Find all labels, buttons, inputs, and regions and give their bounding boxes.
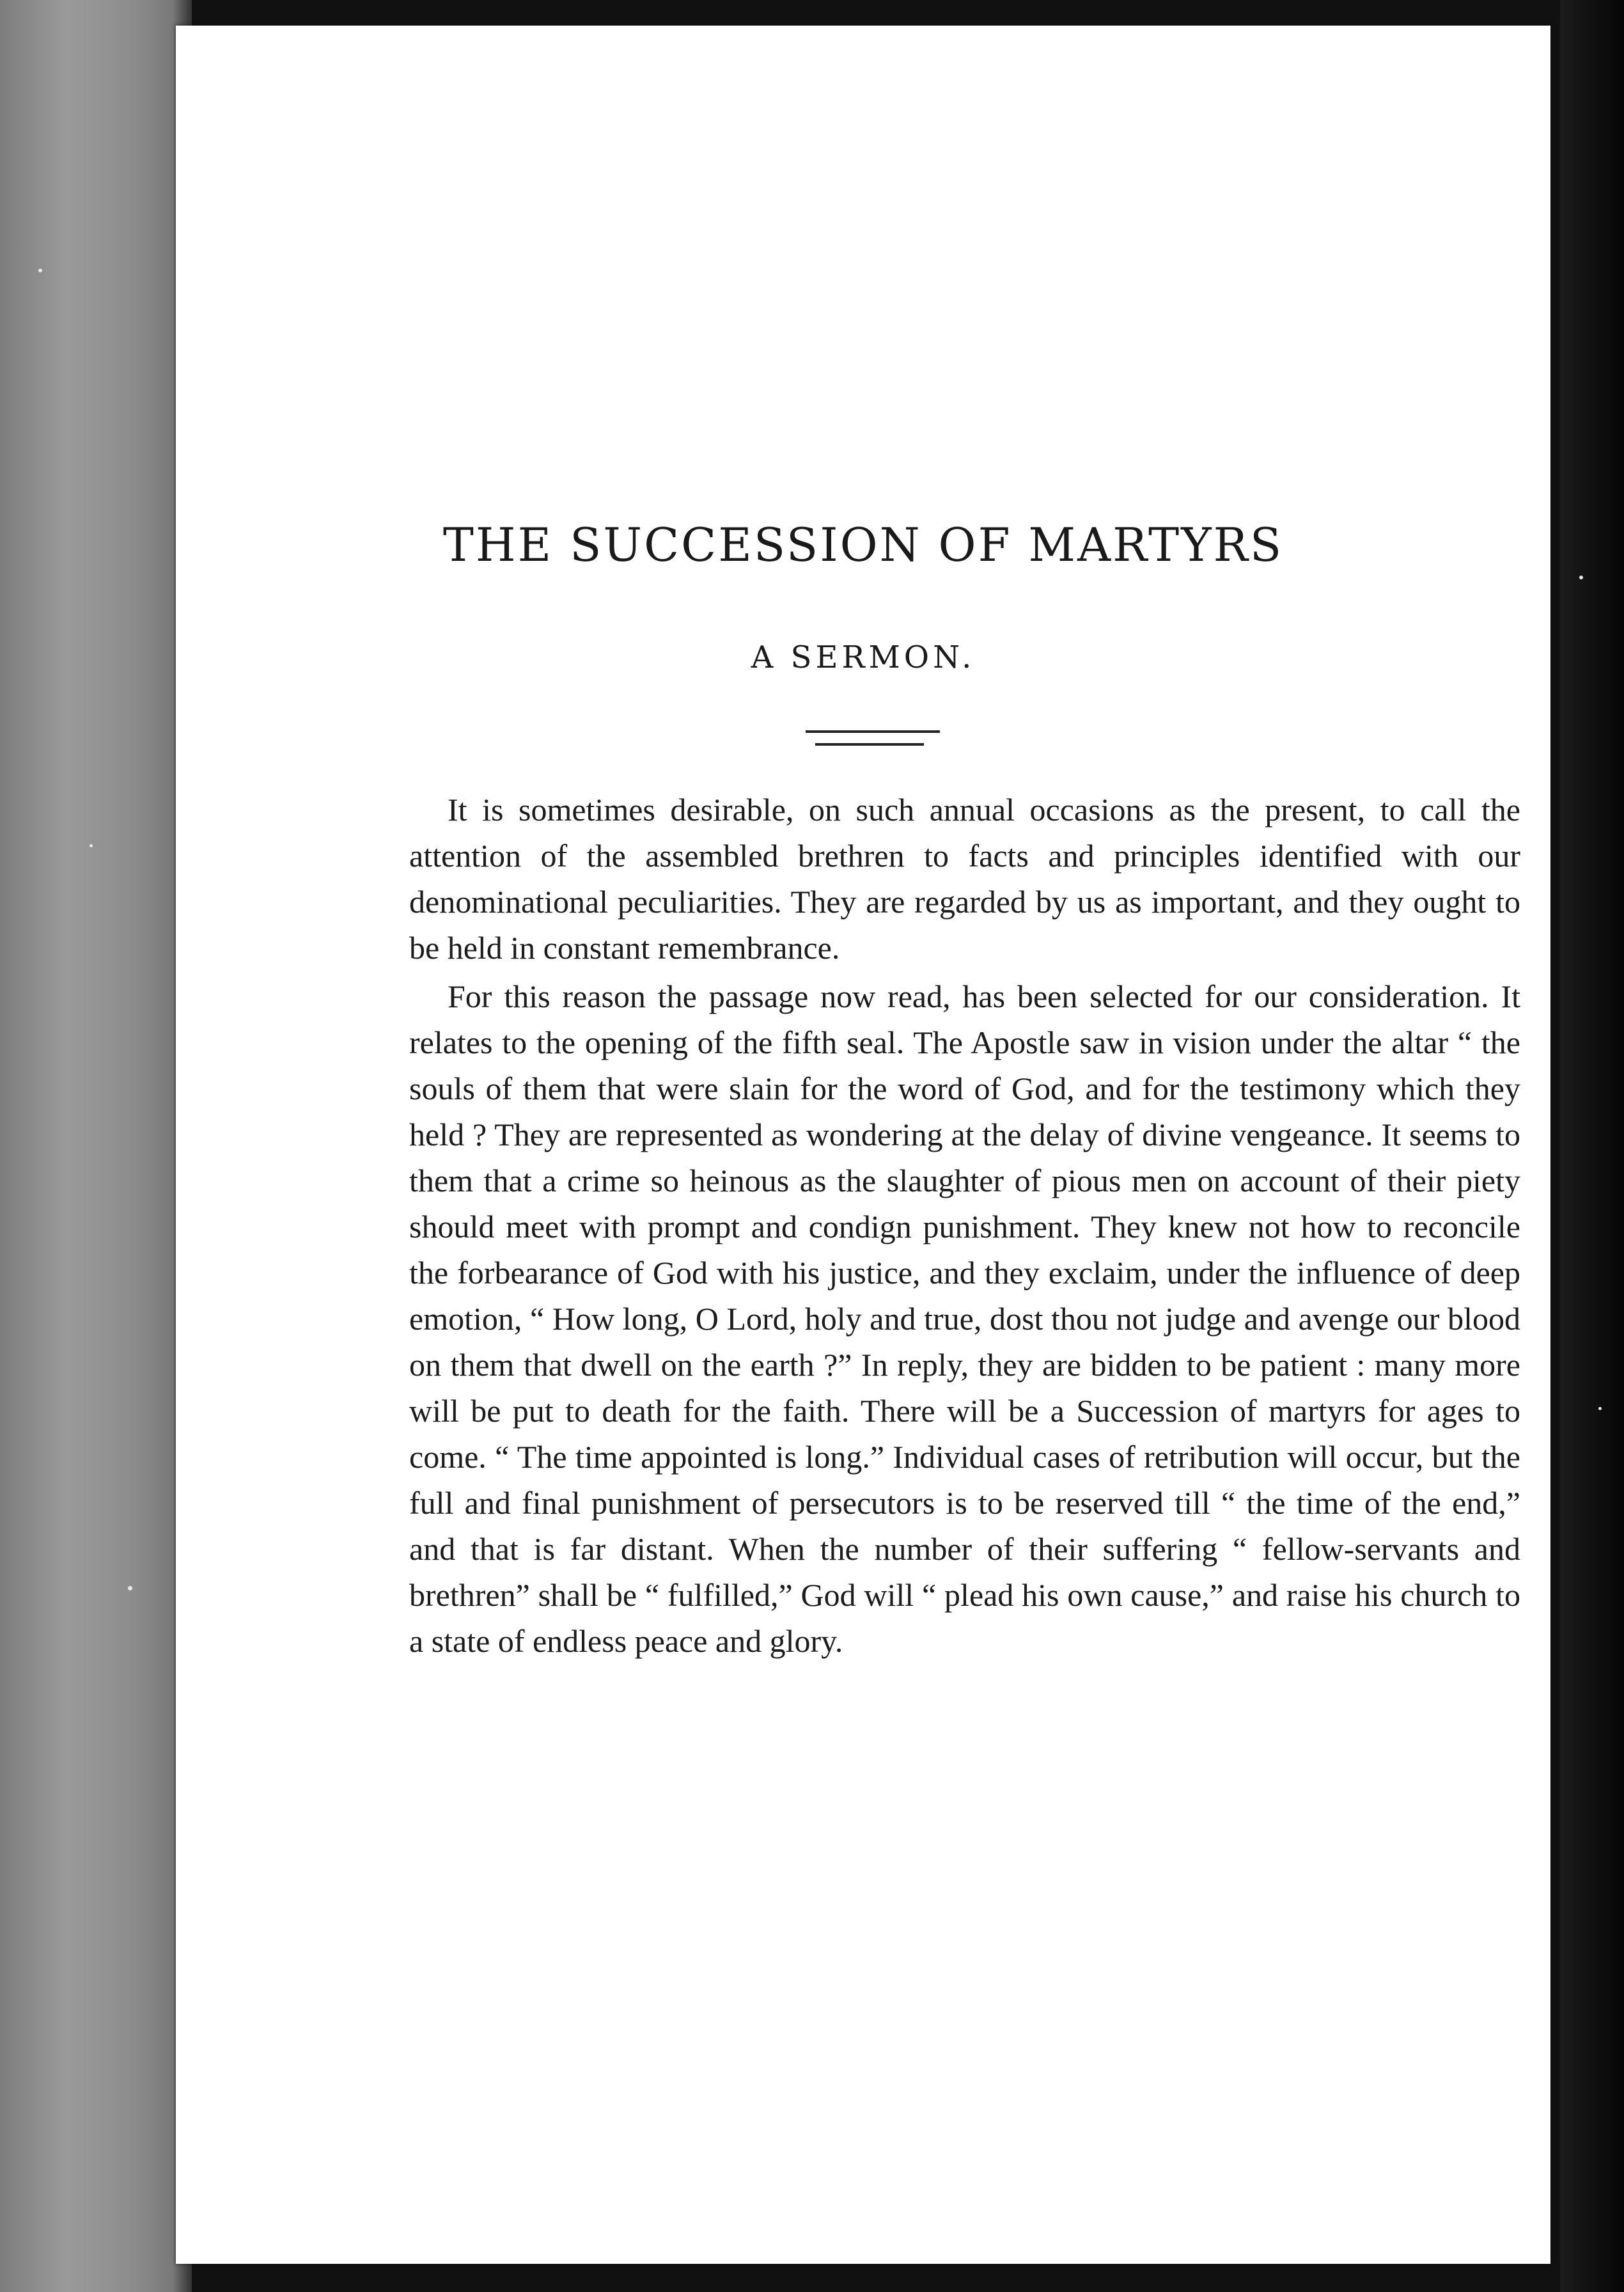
sermon-body	[409, 787, 1520, 1664]
dust-speck	[90, 844, 93, 847]
document-page	[176, 26, 1550, 2264]
title-divider-rule	[815, 743, 924, 746]
dust-speck	[1579, 576, 1583, 579]
scan-background-edge	[1560, 0, 1624, 2292]
body-paragraph: It is sometimes desirable, on such annual occasions as the present, to call the attention of the assembled brethren to facts and principles identified with our denominational peculiarities. They are regarded by us as important, and they ought to be held in constant remembrance.	[409, 792, 1520, 966]
dust-speck	[1598, 1407, 1602, 1410]
document-subtitle: A SERMON.	[751, 640, 976, 675]
body-paragraph: For this reason the passage now read, has been selected for our consideration. It relates to the opening of the fifth seal. The Apostle saw in vision under the altar “ the souls of them that were slain for the word of God, and for the testimony which they held ? They are represented as wondering at the delay of divine vengeance. It seems to them that a crime so heinous as the slaughter of pious men on account of their piety should meet with prompt and condign punishment. They knew not how to reconcile the forbearance of God with his justice, and they exclaim, under the influence of deep emotion, “ How long, O Lord, holy and true, dost thou not judge and avenge our blood on them that dwell on the earth ?” In reply, they are bidden to be patient : many more will be put to death for the faith. There will be a Succession of martyrs for ages to come. “ The time appointed is long.” Individual cases of retribution will occur, but the full and final punishment of persecutors is to be reserved till “ the time of the end,” and that is far distant. When the number of their suffering “ fellow-servants and brethren” shall be “ fulfilled,” God will “ plead his own cause,” and raise his church to a state of endless peace and glory.	[409, 978, 1520, 1659]
dust-speck	[38, 269, 42, 272]
book-cover-edge	[0, 0, 192, 2292]
title-divider-rule	[806, 730, 940, 733]
document-title: THE SUCCESSION OF MARTYRS	[442, 518, 1284, 572]
dust-speck	[128, 1586, 132, 1590]
